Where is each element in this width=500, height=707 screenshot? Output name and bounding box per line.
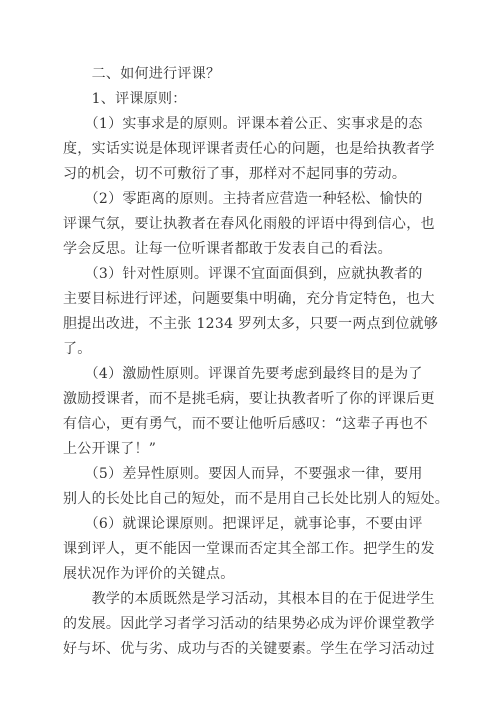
text-line: 展状况作为评价的关键点。 [63, 566, 235, 582]
text-line: 胆提出改进，不主张 1234 罗列太多，只要一两点到位就够 [63, 316, 439, 332]
document-page [63, 62, 450, 662]
subsection-heading: 1、评课原则： [63, 91, 187, 107]
text-line: 的发展。因此学习者学习活动的结果势必成为评价课堂教学 [63, 616, 435, 632]
text-line: （4）激励性原则。评课首先要考虑到最终目的是为了 [63, 366, 423, 382]
text-line: 度，实话实说是体现评课者责任心的问题，也是给执教者学 [63, 141, 435, 157]
text-line: （5）差异性原则。要因人而异，不要强求一律，要用 [63, 466, 423, 482]
text-line: 有信心，更有勇气，而不要让他听后感叹：“这辈子再也不 [63, 416, 428, 432]
text-line: 了。 [63, 341, 92, 357]
text-line: 教学的本质既然是学习活动，其根本目的在于促进学生 [63, 591, 435, 607]
text-line: 好与坏、优与劣、成功与否的关键要素。学生在学习活动过 [63, 641, 435, 657]
text-line: （2）零距离的原则。主持者应营造一种轻松、愉快的 [63, 191, 423, 207]
text-line: （3）针对性原则。评课不宜面面俱到，应就执教者的 [63, 266, 423, 282]
text-line: 主要目标进行评述，问题要集中明确，充分肯定特色，也大 [63, 291, 435, 307]
text-line: 激励授课者，而不是挑毛病，要让执教者听了你的评课后更 [63, 391, 435, 407]
text-line: 别人的长处比自己的短处，而不是用自己长处比别人的短处。 [63, 491, 450, 507]
text-line: 课到评人，更不能因一堂课而否定其全部工作。把学生的发 [63, 541, 435, 557]
text-line: 习的机会，切不可敷衍了事，那样对不起同事的劳动。 [63, 166, 407, 182]
text-line: 评课气氛，要让执教者在春风化雨般的评语中得到信心，也 [63, 216, 435, 232]
section-heading: 二、如何进行评课？ [63, 66, 221, 82]
text-line: 学会反思。让每一位听课者都敢于发表自己的看法。 [63, 241, 392, 257]
text-line: 上公开课了！” [63, 441, 157, 457]
text-line: （6）就课论课原则。把课评足，就事论事，不要由评 [63, 516, 423, 532]
text-line: （1）实事求是的原则。评课本着公正、实事求是的态 [63, 116, 423, 132]
